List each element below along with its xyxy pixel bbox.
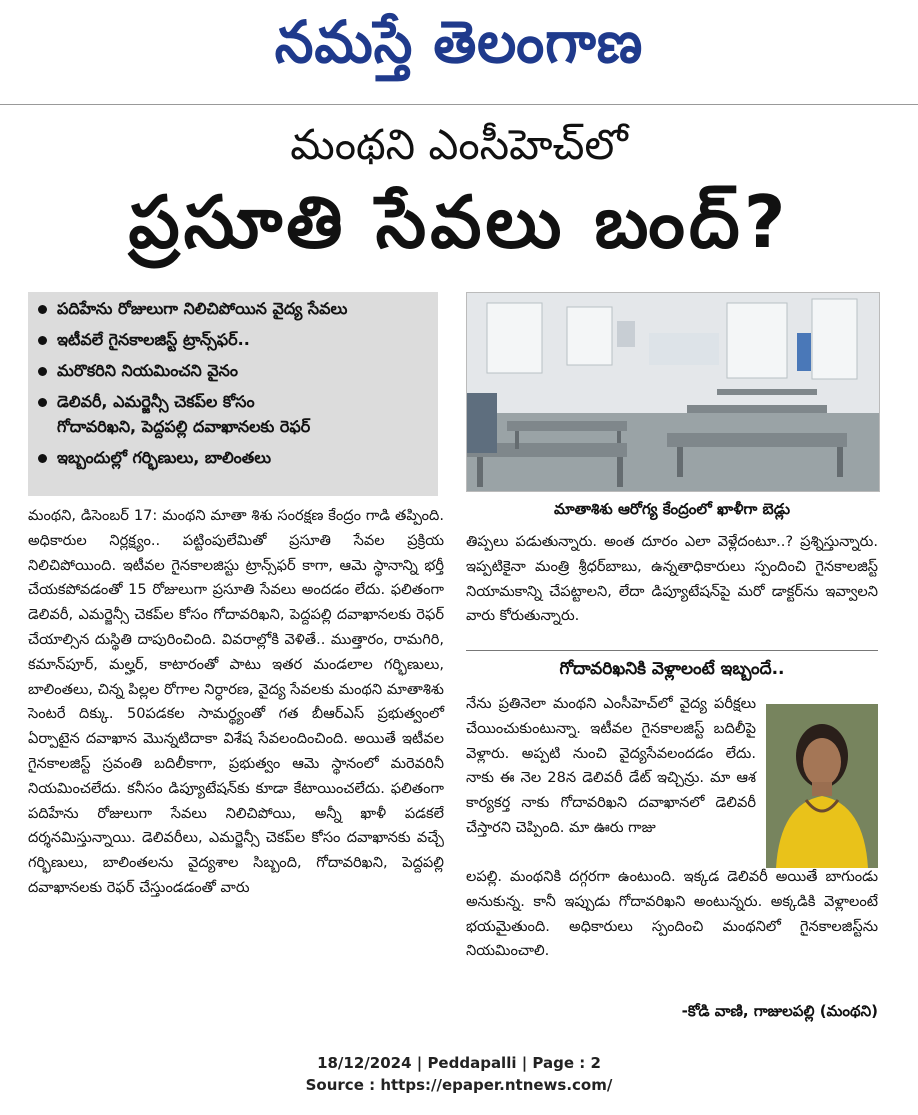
highlight-item-continued: గోదావరిఖని, పెద్దపల్లి దవాఖానలకు రెఫర్‌ bbox=[57, 417, 311, 436]
bullet-icon bbox=[38, 454, 47, 463]
empty-beds-illustration bbox=[467, 293, 879, 491]
newspaper-logo: నమస్తే తెలంగాణ bbox=[274, 8, 644, 76]
bullet-icon bbox=[38, 398, 47, 407]
masthead bbox=[0, 0, 918, 105]
article-body-left bbox=[28, 504, 444, 901]
highlight-item: ఇబ్బందుల్లో గర్భిణులు, బాలింతలు bbox=[36, 447, 430, 469]
hospital-ward-photo bbox=[466, 292, 880, 492]
paragraph: మంథని, డిసెంబర్‌ 17: మంథని మాతా శిశు సంరక్షణ కేంద్రం గాడి తప్పింది. అధికారుల నిర్లక్ష్యం.. పట్టింపులేమితో ప్రసూతి సేవల ప్రక్రియ నిలిచిపోయింది. ఇటీవల గైనకాలజిస్టు ట్రాన్స్‌ఫర్‌ కాగా, ఆమె స్థానాన్ని భర్తీ చేయకపోవడంతో 15 రోజులుగా ప్రసూతి సేవలు అందడం లేదు. ఫలితంగా డెలివరీ, ఎమర్జెన్సీ చెకప్‌ల కోసం గోదావరిఖని, పెద్దపల్లి దవాఖానలకు రెఫర్‌ చేయాల్సిన దుస్థితి దాపురించింది. వివరాల్లోకి వెళితే.. ముత్తారం, రామగిరి, కమాన్‌పూర్‌, మల్హర్‌, కాటారంతో పాటు ఇతర మండలాల గర్భిణులు, బాలింతలు, చిన్న పిల్లల రోగాల నిర్ధారణ, వైద్య సేవలకు మంథని మాతాశిశు సెంటరే దిక్కు. 50పడకల సామర్థ్యంతో గత బీఆర్‌ఎస్‌ ప్రభుత్వంలో ఏర్పాటైన దవాఖాన మొన్నటిదాకా విశేష సేవలందించింది. అయితే ఇటీవల గైనకాలజిస్ట్‌ స్రవంతి బదిలీకాగా, ప్రభుత్వం ఆమె స్థానంలో మరెవరినీ నియమించలేదు. కనీసం డిప్యూటేషన్‌కు కూడా కేటాయించలేదు. ఫలితంగా పదిహేను రోజులుగా సేవలు నిలిచిపోయి, అన్నీ ఖాళీ పడకలే దర్శనమిస్తున్నాయి. డెలివరీలు, ఎమర్జెన్సీ చెకప్‌ల కోసం దవాఖానకు వచ్చే గర్భిణులు, బాలింతలను వైద్యశాల సిబ్బంది, గోదావరిఖని, పెద్దపల్లి దవాఖానలకు రెఫర్‌ చేస్తుండడంతో వారు bbox=[28, 507, 444, 896]
article-kicker: మంథని ఎంసీహెచ్‌లో bbox=[290, 120, 628, 169]
photo-caption: మాతాశిశు ఆరోగ్య కేంద్రంలో ఖాళీగా బెడ్లు bbox=[553, 500, 791, 518]
highlight-item: ఇటీవలే గైనకాలజిస్ట్‌ ట్రాన్స్‌ఫర్‌.. bbox=[36, 329, 430, 351]
highlight-item: డెలివరీ, ఎమర్జెన్సీ చెకప్‌ల కోసం bbox=[36, 391, 430, 413]
quote-text-bottom bbox=[466, 865, 878, 964]
quote-text-top bbox=[466, 692, 756, 841]
quote-signature: -కోడి వాణి, గాజులపల్లి (మంథని) bbox=[681, 1002, 878, 1020]
article-body-right bbox=[466, 530, 878, 629]
portrait-illustration bbox=[766, 704, 878, 868]
bullet-icon bbox=[38, 336, 47, 345]
highlight-item: పదిహేను రోజులుగా నిలిచిపోయిన వైద్య సేవలు bbox=[36, 298, 430, 320]
highlights-box bbox=[28, 292, 438, 496]
section-subhead: గోదావరిఖనికి వెళ్లాలంటే ఇబ్బందే.. bbox=[466, 650, 878, 683]
bullet-icon bbox=[38, 367, 47, 376]
page-footer bbox=[0, 1052, 918, 1096]
bullet-icon bbox=[38, 305, 47, 314]
woman-portrait-photo bbox=[766, 704, 878, 868]
paragraph: తిప్పలు పడుతున్నారు. అంత దూరం ఎలా వెళ్లేదంటూ..? ప్రశ్నిస్తున్నారు. ఇప్పటికైనా మంత్రి శ్రీధర్‌బాబు, ఉన్నతాధికారులు స్పందించి గైనకాలజిస్ట్‌ నియామకాన్ని చేపట్టాలని, లేదా డిప్యూటేషన్‌పై మరో డాక్టర్‌ను ఇవ్వాలని వారు కోరుతున్నారు. bbox=[466, 533, 878, 625]
edition-info: 18/12/2024 | Peddapalli | Page : 2 bbox=[317, 1054, 601, 1072]
article-headline: ప్రసూతి సేవలు బంద్‌? bbox=[128, 180, 790, 264]
highlight-item: మరొకరిని నియమించని వైనం bbox=[36, 360, 430, 382]
paragraph: నేను ప్రతినెలా మంథని ఎంసీహెచ్‌లో వైద్య పరీక్షలు చేయించుకుంటున్నా. ఇటీవల గైనకాలజిస్ట్‌ బదిలీపై వెళ్లారు. అప్పటి నుంచి వైద్యసేవలందడం లేదు. నాకు ఈ నెల 28న డెలివరీ డేట్‌ ఇచ్చిన్రు. మా ఆశ కార్యకర్త నాకు గోదావరిఖని దవాఖానలో డెలివరీ చేస్తారని చెప్పింది. మా ఊరు గాజు bbox=[466, 695, 756, 836]
source-link[interactable]: Source : https://epaper.ntnews.com/ bbox=[305, 1076, 613, 1094]
paragraph: లపల్లి. మంథనికి దగ్గరగా ఉంటుంది. ఇక్కడ డెలివరీ అయితే బాగుండు అనుకున్న. కానీ ఇప్పుడు గోదావరిఖని అంటున్నరు. అక్కడికి వెళ్లాలంటే భయమైతుంది. అధికారులు స్పందించి మంథనిలో గైనకాలజిస్ట్‌ను నియమించాలి. bbox=[466, 868, 878, 960]
